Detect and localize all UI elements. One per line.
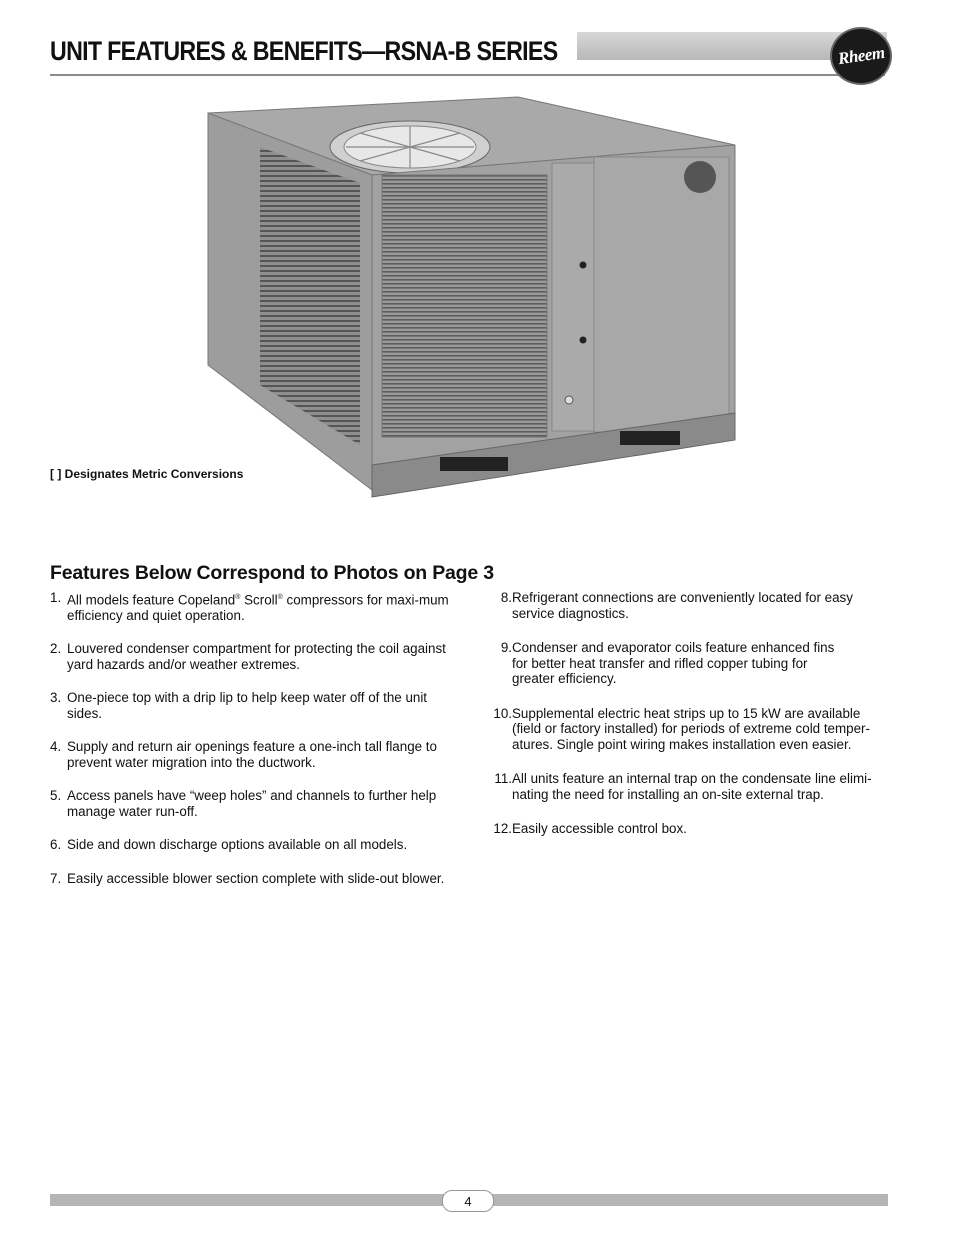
- feature-item: [487, 590, 892, 621]
- feature-number: 6.: [50, 837, 62, 853]
- feature-text: All models feature Copeland® Scroll® compressors for maxi-mum efficiency and quiet operation.: [67, 592, 449, 623]
- feature-text: Louvered condenser compartment for protecting the coil against yard hazards and/or weather extremes.: [67, 641, 446, 672]
- section-heading: Features Below Correspond to Photos on Page 3: [50, 562, 494, 584]
- page-title: UNIT FEATURES & BENEFITS—RSNA-B SERIES: [50, 36, 558, 66]
- feature-item: [50, 690, 450, 721]
- feature-number: 7.: [50, 870, 62, 886]
- feature-number: 11.: [494, 771, 512, 786]
- feature-text: Side and down discharge options available on all models.: [67, 837, 408, 853]
- feature-number: 3.: [50, 690, 62, 706]
- feature-text: Access panels have “weep holes” and channels to further help manage water run-off.: [67, 788, 437, 819]
- feature-number: 8.: [500, 590, 512, 605]
- feature-text: Supplemental electric heat strips up to 15 kW are available (field or factory installed) for periods of extreme cold temper-atures. Single point wiring makes installation even easier.: [512, 705, 870, 752]
- feature-number: 12.: [493, 821, 512, 836]
- feature-item: [50, 590, 450, 623]
- rheem-logo: [830, 27, 892, 85]
- feature-text: Condenser and evaporator coils feature enhanced fins for better heat transfer and rifled copper tubing for greater efficiency.: [512, 640, 835, 686]
- feature-number: 9.: [500, 640, 512, 655]
- feature-item: [50, 788, 450, 819]
- feature-item: [50, 641, 450, 672]
- page-number: 4: [442, 1190, 494, 1212]
- feature-text: One-piece top with a drip lip to help keep water off of the unit sides.: [67, 690, 428, 721]
- feature-item: [50, 837, 450, 853]
- features-left-column: [50, 590, 450, 886]
- feature-number: 5.: [50, 788, 62, 804]
- feature-text: All units feature an internal trap on the condensate line elimi-nating the need for installing an on-site external trap.: [512, 771, 872, 802]
- feature-text: Easily accessible control box.: [512, 821, 687, 836]
- feature-number: 1.: [50, 590, 62, 605]
- metric-conversion-note: [ ] Designates Metric Conversions: [50, 467, 244, 481]
- features-right-column: [487, 590, 892, 837]
- feature-item: [487, 706, 892, 753]
- feature-item: [487, 821, 892, 837]
- feature-item: [487, 771, 892, 802]
- feature-number: 10.: [493, 705, 512, 721]
- feature-item: [50, 871, 450, 887]
- feature-number: 2.: [50, 641, 62, 657]
- logo-text: Rheem: [836, 42, 886, 69]
- rooftop-unit-photo: [200, 95, 740, 505]
- feature-text: Supply and return air openings feature a one-inch tall flange to prevent water migration into the ductwork.: [67, 739, 437, 770]
- feature-text: Refrigerant connections are conveniently located for easy service diagnostics.: [512, 590, 853, 621]
- feature-number: 4.: [50, 739, 62, 755]
- feature-item: [487, 640, 892, 687]
- feature-item: [50, 739, 450, 770]
- feature-text: Easily accessible blower section complete with slide-out blower.: [67, 870, 445, 886]
